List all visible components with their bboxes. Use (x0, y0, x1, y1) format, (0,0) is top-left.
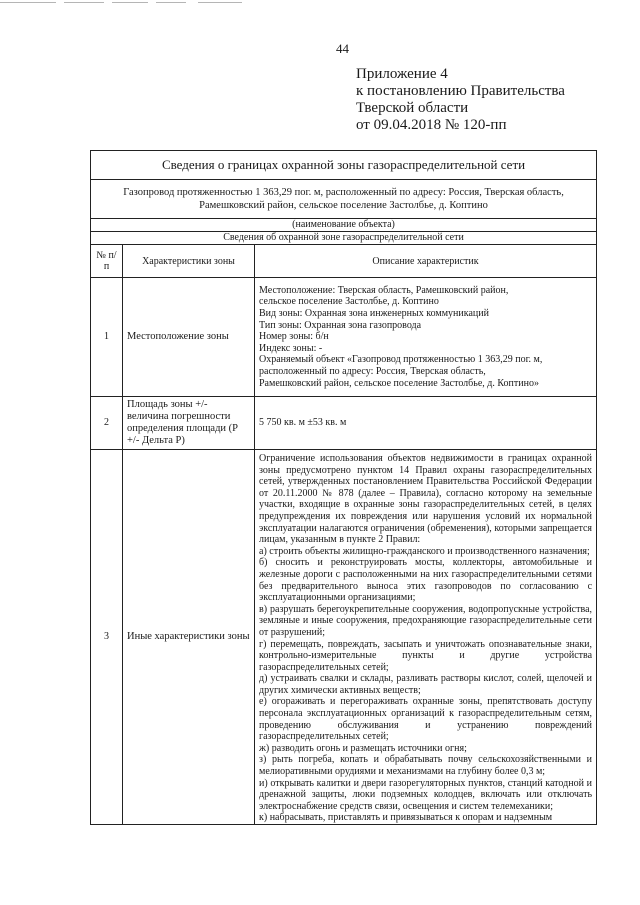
description-paragraph: и) открывать калитки и двери газорегуляторных пунктов, станций катодной и дренажной защиты, люки подземных колодцев, включать или отключать электроснабжение средств связи, освещения и систем телемеханики; (259, 777, 593, 812)
description-paragraph: д) устраивать свалки и склады, разливать растворы кислот, солей, щелочей и других химически активных веществ; (259, 673, 593, 696)
table-row (91, 397, 597, 450)
appendix-line: к постановлению Правительства (356, 83, 565, 99)
description-paragraph: е) огораживать и перегораживать охранные зоны, препятствовать доступу персонала эксплуатационных организаций к газораспределительным сетям, проведению обслуживания и устранению повреждений газораспределительных сетей; (259, 696, 593, 743)
object-caption: (наименование объекта) (91, 219, 597, 232)
description-line: расположенный по адресу: Россия, Тверская область, (259, 365, 486, 377)
description-line: Охраняемый объект «Газопровод протяженностью 1 363,29 пог. м, (259, 354, 543, 366)
row-characteristic: Местоположение зоны (123, 278, 255, 397)
description-line: Местоположение: Тверская область, Рамешковский район, (259, 284, 509, 296)
row-number: 2 (91, 397, 123, 450)
row-description (255, 278, 597, 397)
description-paragraph: Ограничение использования объектов недвижимости в границах охранной зоны предусмотрено пунктом 14 Правил охраны газораспределительных сетей, утвержденных постановлением Правительства Российской Федерации от 20.11.2000 № 878 (далее – Правила), согласно которому на земельные участки, входящие в охранные зоны газораспределительных сетей, в целях предупреждения их повреждения или нарушения условий их нормальной эксплуатации налагаются ограничения (обременения), которыми запрещается лицам, указанным в пункте 2 Правил: (259, 453, 593, 546)
appendix-line: Тверской области (356, 100, 469, 116)
zone-info-table (90, 150, 597, 825)
description-paragraph: к) набрасывать, приставлять и привязываться к опорам и надземным (259, 812, 553, 824)
page-number: 44 (336, 41, 349, 56)
column-header-description: Описание характеристик (255, 245, 597, 278)
column-header-num: № п/п (91, 245, 123, 278)
object-name-line: Рамешковский район, сельское поселение Застолбье, д. Коптино (199, 200, 488, 211)
table-row (91, 450, 597, 825)
description-paragraph: в) разрушать берегоукрепительные сооружения, водопропускные устройства, земляные и иные сооружения, предохраняющие газораспределительные сети от разрушений; (259, 603, 593, 638)
table-row (91, 278, 597, 397)
scan-artifact-marks (0, 2, 260, 6)
row-description (255, 450, 597, 825)
object-name (91, 180, 597, 219)
column-header-characteristics: Характеристики зоны (123, 245, 255, 278)
row-number: 3 (91, 450, 123, 825)
row-characteristic: Площадь зоны +/- величина погрешности определения площади (Р +/- Дельта Р) (123, 397, 255, 450)
zone-info-heading: Сведения об охранной зоне газораспределительной сети (91, 232, 597, 245)
appendix-line: от 09.04.2018 № 120-пп (356, 117, 507, 133)
table-title: Сведения о границах охранной зоны газораспределительной сети (91, 151, 597, 180)
appendix-line: Приложение 4 (356, 66, 448, 82)
object-name-line: Газопровод протяженностью 1 363,29 пог. м, расположенный по адресу: Россия, Тверская область, (123, 187, 564, 198)
description-line: Номер зоны: б/н (259, 331, 329, 343)
description-line: Индекс зоны: - (259, 342, 323, 354)
description-paragraph: ж) разводить огонь и размещать источники огня; (259, 742, 467, 754)
description-paragraph: з) рыть погреба, копать и обрабатывать почву сельскохозяйственными и мелиоративными орудиями и механизмами на глубину более 0,3 м; (259, 754, 593, 778)
appendix-header (356, 66, 565, 134)
description-line: сельское поселение Застолбье, д. Коптино (259, 296, 439, 308)
description-paragraph: г) перемещать, повреждать, засыпать и уничтожать опознавательные знаки, контрольно-измерительные пункты и другие устройства газораспределительных сетей; (259, 638, 593, 673)
description-line: Рамешковский район, сельское поселение Застолбье, д. Коптино» (259, 377, 539, 389)
description-paragraph: б) сносить и реконструировать мосты, коллекторы, автомобильные и железные дороги с расположенными на них газораспределительными сетями без предварительного выноса этих газопроводов по согласованию с эксплуатационными организациями; (259, 557, 593, 604)
row-characteristic: Иные характеристики зоны (123, 450, 255, 825)
row-number: 1 (91, 278, 123, 397)
row-description: 5 750 кв. м ±53 кв. м (255, 397, 597, 450)
description-line: Вид зоны: Охранная зона инженерных коммуникаций (259, 308, 489, 320)
description-paragraph: а) строить объекты жилищно-гражданского и производственного назначения; (259, 545, 590, 557)
description-line: Тип зоны: Охранная зона газопровода (259, 319, 422, 331)
